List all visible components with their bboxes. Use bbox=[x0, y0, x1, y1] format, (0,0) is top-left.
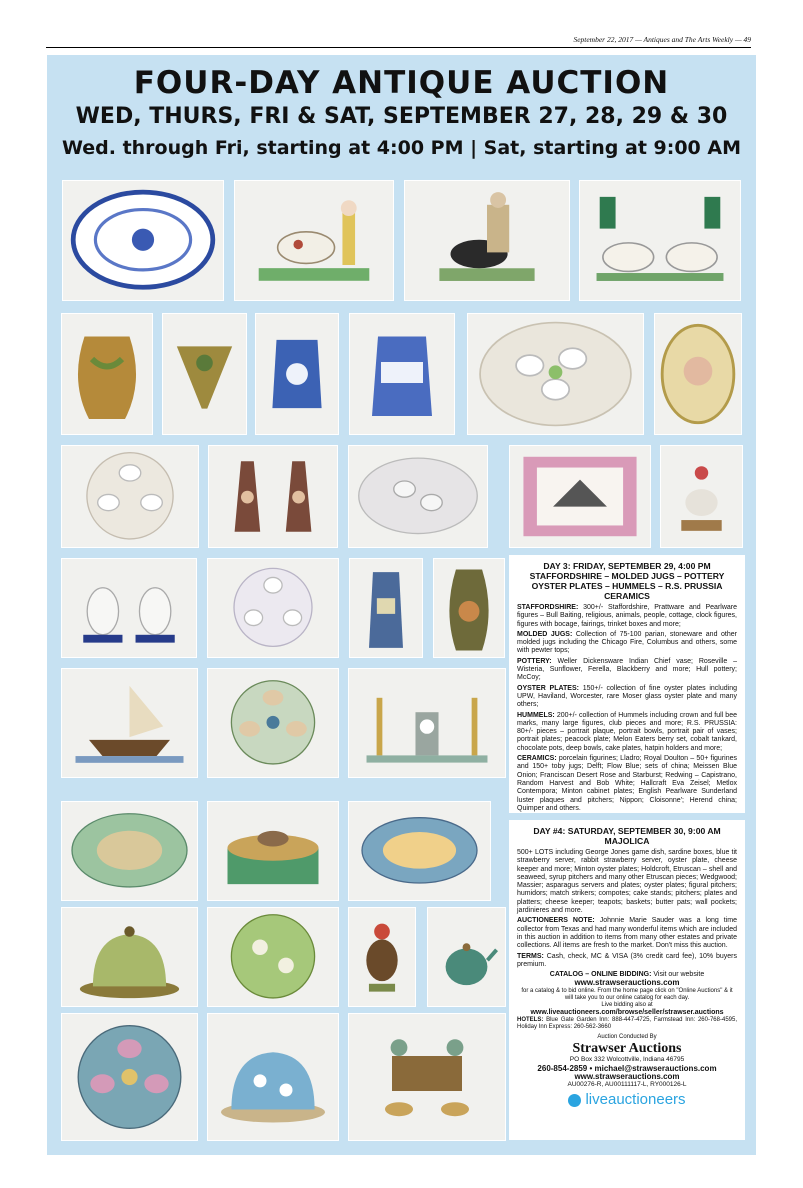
liveauctioneers-dot-icon bbox=[568, 1094, 581, 1107]
catalog-line: CATALOG – ONLINE BIDDING: Visit our website bbox=[549, 971, 705, 979]
day3-oyster-plates: OYSTER PLATES: 150+/- collection of fine oyster plates including UPW, Haviland, Worcester, rare Moser glass oyster plate and many others; bbox=[517, 684, 737, 709]
photo-rooster-figure bbox=[348, 907, 416, 1007]
photo-staffordshire-pair-cows bbox=[579, 180, 741, 301]
photo-majolica-game-dish bbox=[207, 801, 339, 901]
ad-dates: WED, THURS, FRI & SAT, SEPTEMBER 27, 28, 29 & 30 bbox=[75, 104, 728, 129]
photo-wall-pocket bbox=[162, 313, 247, 435]
day4-subheading: MAJOLICA bbox=[604, 836, 650, 846]
day3-heading: DAY 3: FRIDAY, SEPTEMBER 29, 4:00 PM bbox=[543, 561, 711, 571]
photo-staffordshire-bull-baiting bbox=[234, 180, 394, 301]
photo-blue-onion-platter bbox=[62, 180, 224, 301]
photo-staffordshire-cow-figure bbox=[404, 180, 570, 301]
day3-subheading: STAFFORDSHIRE – MOLDED JUGS – POTTERY OYSTER PLATES – HUMMELS – R.S. PRUSSIA CERAMICS bbox=[529, 571, 725, 601]
photo-clock-garniture-set bbox=[348, 668, 506, 778]
hotels: HOTELS: Blue Gate Garden Inn: 888-447-4725, Farmstead Inn: 260-768-4595, Holiday Inn Express: 260-562-3660 bbox=[517, 1017, 737, 1031]
photo-majolica-cheese-dome bbox=[207, 1013, 339, 1141]
photo-blue-jasperware-jug bbox=[255, 313, 339, 435]
catalog-note: for a catalog & to bid online. From the home page click on "Online Auctions" & it will take you to our online catalog for each day. bbox=[521, 987, 733, 1001]
company-website[interactable]: www.strawserauctions.com bbox=[574, 1071, 680, 1081]
photo-majolica-oyster-plate-pink bbox=[61, 1013, 198, 1141]
photo-roseville-vase bbox=[61, 313, 153, 435]
photo-majolica-oval-tray bbox=[348, 801, 491, 901]
photo-staffordshire-spaniels bbox=[61, 558, 197, 658]
day4-description-box bbox=[509, 820, 745, 1140]
auction-advertisement bbox=[47, 55, 756, 1155]
photo-oyster-plate-green bbox=[467, 313, 644, 435]
live-bidding-note: Live bidding also at bbox=[601, 1001, 653, 1008]
liveauctioneers-logo: liveauctioneers bbox=[517, 1094, 737, 1107]
newspaper-header: September 22, 2017 — Antiques and The Arts Weekly — 49 bbox=[573, 35, 751, 44]
day4-heading: DAY #4: SATURDAY, SEPTEMBER 30, 9:00 AM bbox=[533, 826, 721, 836]
photo-oyster-plate-round bbox=[61, 445, 199, 548]
photo-portrait-vases-pair bbox=[208, 445, 338, 548]
day3-ceramics: CERAMICS: porcelain figurines; Lladro; Royal Doulton – 50+ figurines and 150+ toby jugs; Delft; Flow Blue; sets of china; Meissen Blue Onion; Franciscan Desert Rose and Starburst; Redwing – Capistrano, Random Harvest and Bob White; Hallcraft Eva Zeisel; Metlox Contempora; Minton cabinet plates; English Pearlware Sunderland luster plaques and pitchers; Nippon; Cloisonne'; Herend china; Quimper and others. bbox=[517, 755, 737, 812]
licenses: AU00276-R, AU00111117-L, RY000126-L bbox=[567, 1081, 687, 1089]
photo-majolica-teapot bbox=[427, 907, 506, 1007]
conducted-by: Auction Conducted By bbox=[597, 1034, 657, 1041]
photo-majolica-leaf-platter bbox=[61, 801, 198, 901]
company-name: Strawser Auctions bbox=[572, 1041, 682, 1057]
photo-majolica-oyster-plate bbox=[207, 668, 339, 778]
day3-staffordshire: STAFFORDSHIRE: 300+/- Staffordshire, Prattware and Pearlware figures – Bull Baiting, religious, animals, people, cottage, clock figures, figures with bocage, fairings, trinket boxes and more; bbox=[517, 604, 737, 628]
ad-title: FOUR-DAY ANTIQUE AUCTION bbox=[133, 65, 670, 101]
photo-ship-figural-group bbox=[61, 668, 198, 778]
day3-molded-jugs: MOLDED JUGS: Collection of 75-100 parian, stoneware and other molded jugs including the Chicago Fire, Columbus and others, some with pewter tops; bbox=[517, 630, 737, 655]
liveauctioneers-link[interactable]: www.liveauctioneers.com/browse/seller/strawser.auctions bbox=[530, 1008, 724, 1016]
photo-tall-pitcher bbox=[349, 558, 423, 658]
photo-figural-group bbox=[660, 445, 743, 548]
website-link[interactable]: www.strawserauctions.com bbox=[574, 978, 680, 988]
photo-majolica-green-plate bbox=[207, 907, 339, 1007]
day4-lots: 500+ LOTS including George Jones game dish, sardine boxes, blue tit strawberry server, rabbit strawberry server, oyster plate, cheese keeper and more; Minton oyster plates; Holdcroft, Etruscan – shell and seaweed, syrup pitchers and many other Etruscan pieces; Wedgwood; Massier; asparagus servers and plates; oyster plates; figural pitchers; humidors; match strikers; compotes; cake stands; pitchers; plates and platters; cheese keeper; teapots; baskets; butter pats; wall pockets; jardinieres and more. bbox=[517, 849, 737, 915]
company-contact[interactable]: 260-854-2859 • michael@strawserauctions.com bbox=[537, 1063, 717, 1073]
company-address: PO Box 332 Wolcottville, Indiana 46795 bbox=[569, 1056, 685, 1064]
photo-cheese-keeper bbox=[61, 907, 198, 1007]
photo-oyster-plate-oval bbox=[348, 445, 488, 548]
terms: TERMS: Cash, check, MC & VISA (3% credit card fee), 10% buyers premium. bbox=[517, 952, 737, 968]
photo-sunderland-luster-plaque bbox=[509, 445, 651, 548]
header-rule bbox=[46, 47, 751, 48]
photo-molded-pitcher bbox=[349, 313, 455, 435]
day3-description-box bbox=[509, 555, 745, 813]
photo-rs-prussia-portrait-plate bbox=[654, 313, 742, 435]
photo-weller-indian-vase bbox=[433, 558, 505, 658]
auctioneers-note: AUCTIONEERS NOTE: Johnnie Marie Sauder was a long time collector from Texas and had many wonderful items which are included in this auction in addition to items from many other estates and private collections. All items are fresh to the market. Don't miss this auction. bbox=[517, 917, 738, 950]
day3-hummels: HUMMELS: 200+/- collection of Hummels including crown and full bee marks, many large figures, club pieces and more; R.S. PRUSSIA: 80+/- pieces – portrait plaque, portrait bowls, portrait pair of vases; portrait plates; peacock plate; Melon Eaters berry set, cobalt tankard, chocolate pots, deep bowls, cake plates, hatpin holders and more; bbox=[517, 711, 737, 752]
photo-oyster-plate-pink bbox=[207, 558, 339, 658]
photo-majolica-figural-stand bbox=[348, 1013, 506, 1141]
ad-times: Wed. through Fri, starting at 4:00 PM | Sat, starting at 9:00 AM bbox=[61, 137, 742, 159]
day3-pottery: POTTERY: Weller Dickensware Indian Chief vase; Roseville – Wisteria, Sunflower, Ferella, Blackberry and more; Hull pottery; McCoy; bbox=[517, 657, 737, 682]
